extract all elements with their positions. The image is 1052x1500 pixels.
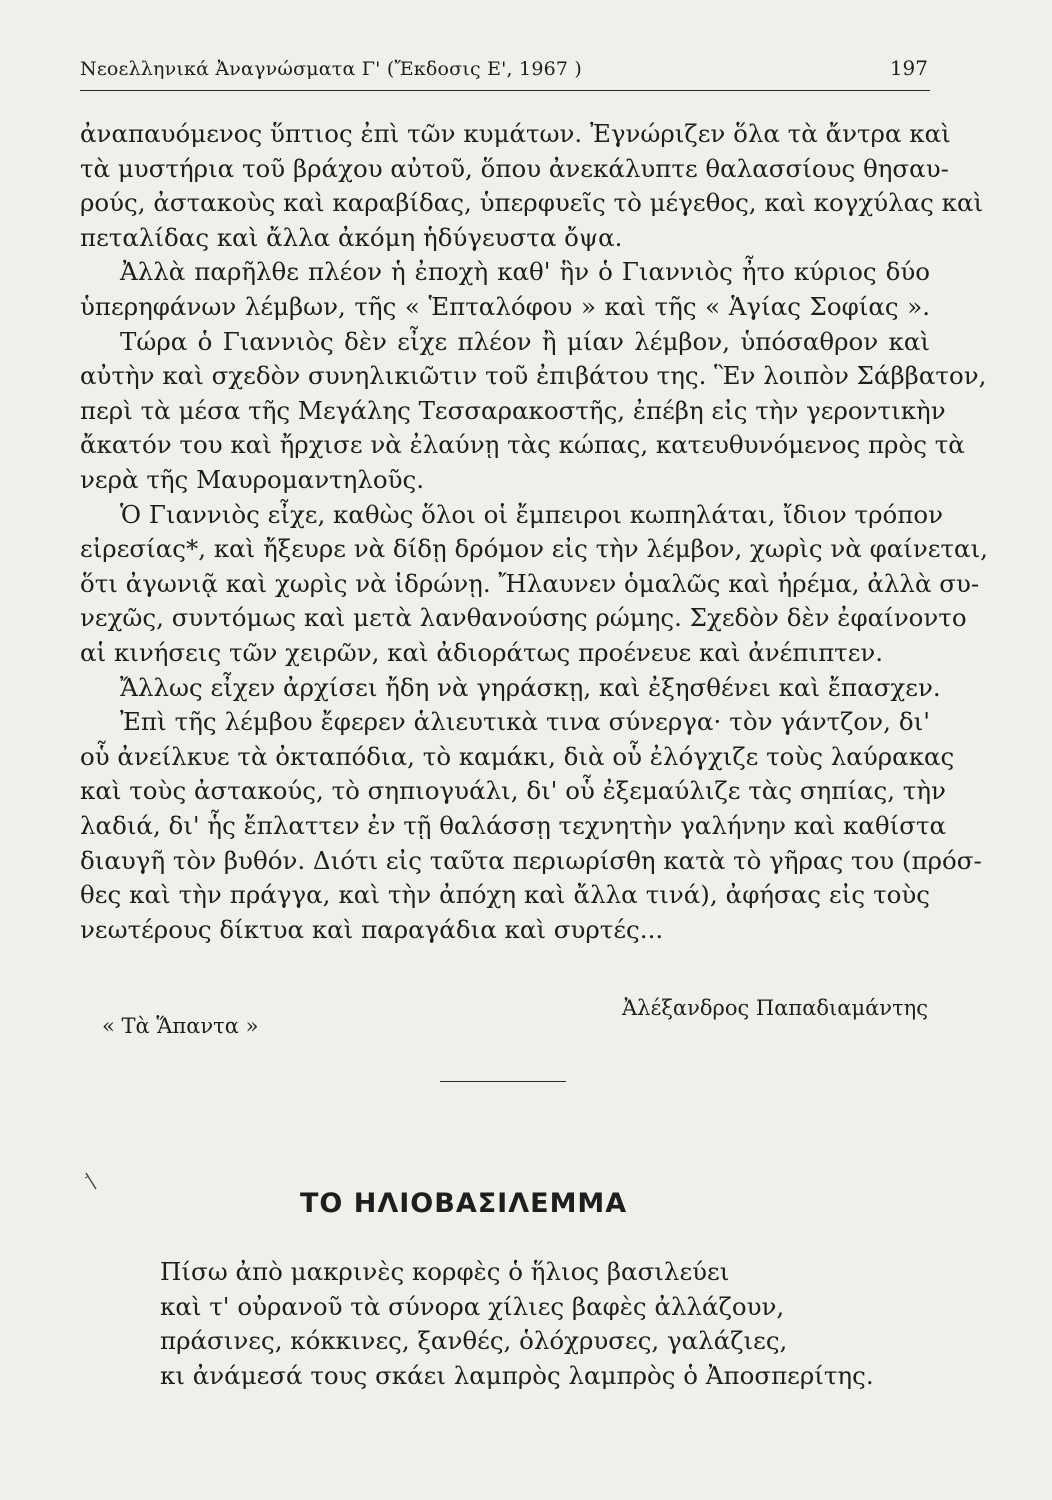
- section-divider: [440, 1081, 566, 1082]
- text-line: Ἐπὶ τῆς λέμβου ἔφερεν ἁλιευτικὰ τινα σύνεργα· τὸν γάντζον, δι': [120, 707, 930, 737]
- text-line: Τώρα ὁ Γιαννιὸς δὲν εἶχε πλέον ἢ μίαν λέμβον, ὑπόσαθρον καὶ: [120, 326, 930, 356]
- text-line: νεωτέρους δίκτυα καὶ παραγάδια καὶ συρτές...: [80, 914, 664, 944]
- poem-line: καὶ τ' οὐρανοῦ τὰ σύνορα χίλιες βαφὲς ἀλλάζουν,: [160, 1291, 785, 1321]
- text-line: θες καὶ τὴν πράγγα, καὶ τὴν ἀπόχη καὶ ἄλλα τινά), ἀφήσας εἰς τοὺς: [80, 880, 930, 910]
- text-line: διαυγῆ τὸν βυθόν. Διότι εἰς ταῦτα περιωρίσθη κατὰ τὸ γῆρας του (πρόσ-: [80, 845, 982, 875]
- text-line: λαδιά, δι' ἧς ἔπλαττεν ἐν τῇ θαλάσσῃ τεχνητὴν γαλήνην καὶ καθίστα: [80, 811, 947, 840]
- author-signature: Ἀλέξανδρος Παπαδιαμάντης: [622, 996, 929, 1020]
- poem-title: ΤΟ ΗΛΙΟΒΑΣΙΛΕΜΜΑ: [300, 1188, 628, 1219]
- poem-line: κι ἀνάμεσά τους σκάει λαμπρὸς λαμπρὸς ὁ Ἀποσπερίτης.: [160, 1360, 874, 1390]
- text-line: καὶ τοὺς ἀστακούς, τὸ σηπιογυάλι, δι' οὗ ἐξεμαύλιζε τὰς σηπίας, τὴν: [80, 776, 946, 806]
- text-line: οὗ ἀνείλκυε τὰ ὀκταπόδια, τὸ καμάκι, διὰ οὗ ἐλόγχιζε τοὺς λαύρακας: [80, 741, 955, 771]
- text-line: ἀναπαυόμενος ὕπτιος ἐπὶ τῶν κυμάτων. Ἐγνώριζεν ὅλα τὰ ἄντρα καὶ: [80, 119, 951, 148]
- text-line: Ἀλλὰ παρῆλθε πλέον ἡ ἐποχὴ καθ' ἣν ὁ Γιαννιὸς ἦτο κύριος δύο: [120, 257, 930, 287]
- text-line: περὶ τὰ μέσα τῆς Μεγάλης Τεσσαρακοστῆς, ἐπέβη εἰς τὴν γεροντικὴν: [80, 395, 946, 425]
- text-line: ὅτι ἀγωνιᾷ καὶ χωρὶς νὰ ἱδρώνῃ. Ἤλαυνεν ὁμαλῶς καὶ ἠρέμα, ἀλλὰ συ-: [80, 568, 980, 598]
- poem-line: Πίσω ἀπὸ μακρινὲς κορφὲς ὁ ἥλιος βασιλεύει: [160, 1257, 730, 1286]
- source-citation: « Τὰ Ἅπαντα »: [102, 1014, 259, 1038]
- text-line: Ἄλλως εἶχεν ἀρχίσει ἤδη νὰ γηράσκῃ, καὶ ἐξησθένει καὶ ἔπασχεν.: [120, 672, 941, 702]
- text-line: αἱ κινήσεις τῶν χειρῶν, καὶ ἀδιοράτως προένευε καὶ ἀνέπιπτεν.: [80, 638, 884, 667]
- text-line: νερὰ τῆς Μαυρομαντηλοῦς.: [80, 465, 425, 494]
- poem-line: πράσινες, κόκκινες, ξανθές, ὁλόχρυσες, γαλάζιες,: [160, 1326, 788, 1356]
- text-line: αὐτὴν καὶ σχεδὸν συνηλικιῶτιν τοῦ ἐπιβάτου της. Ἓν λοιπὸν Σάββατον,: [80, 361, 987, 391]
- text-line: νεχῶς, συντόμως καὶ μετὰ λανθανούσης ρώμης. Σχεδὸν δὲν ἐφαίνοντο: [80, 603, 967, 633]
- text-line: πεταλίδας καὶ ἄλλα ἀκόμη ἡδύγευστα ὄψα.: [80, 222, 623, 252]
- pen-mark-icon: [84, 1172, 98, 1190]
- text-line: Ὁ Γιαννιὸς εἶχε, καθὼς ὅλοι οἱ ἔμπειροι κωπηλάται, ἴδιον τρόπον: [120, 499, 944, 529]
- text-line: ἄκατόν του καὶ ἤρχισε νὰ ἐλαύνῃ τὰς κώπας, κατευθυνόμενος πρὸς τὰ: [80, 430, 965, 460]
- text-line: ὑπερηφάνων λέμβων, τῆς « Ἑπταλόφου » καὶ τῆς « Ἁγίας Σοφίας ».: [80, 292, 930, 321]
- text-line: τὰ μυστήρια τοῦ βράχου αὐτοῦ, ὅπου ἀνεκάλυπτε θαλασσίους θησαυ-: [80, 153, 949, 183]
- text-line: ρούς, ἀστακοὺς καὶ καραβίδας, ὑπερφυεῖς τὸ μέγεθος, καὶ κογχύλας καὶ: [80, 188, 984, 218]
- page-header: [80, 50, 930, 91]
- text-line: εἰρεσίας*, καὶ ἤξευρε νὰ δίδῃ δρόμον εἰς τὴν λέμβον, χωρὶς νὰ φαίνεται,: [80, 534, 988, 564]
- running-title: Νεοελληνικά Ἀναγνώσματα Γ' (Ἔκδοσις Ε', 1967 ): [80, 58, 583, 80]
- page-number: 197: [889, 56, 928, 80]
